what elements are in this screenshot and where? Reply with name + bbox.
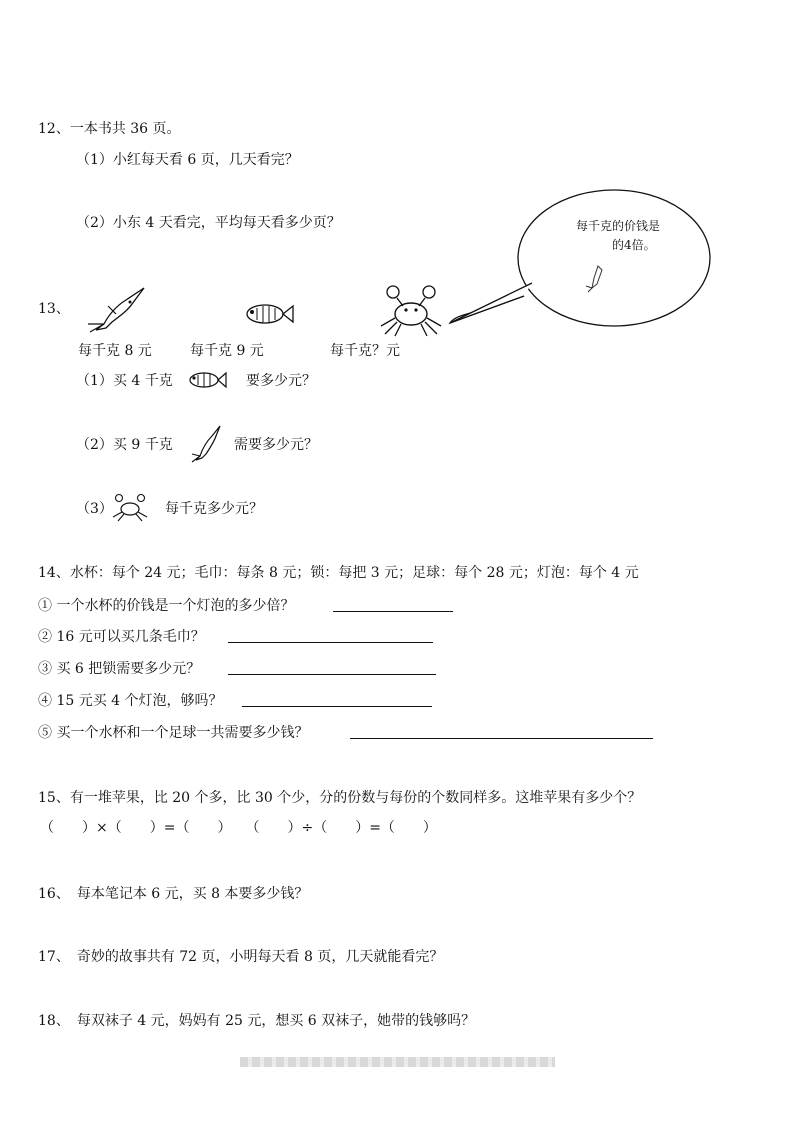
crab-icon [110, 492, 150, 522]
footer-watermark [240, 1057, 555, 1067]
q13-price-swordfish: 每千克 8 元 [78, 343, 152, 359]
q14-item-5: ⑤ 买一个水杯和一个足球一共需要多少钱？ [38, 725, 309, 741]
q12-part1: （1）小红每天看 6 页，几天看完？ [76, 152, 299, 168]
q14-item-1: ① 一个水杯的价钱是一个灯泡的多少倍？ [38, 598, 295, 614]
q18-text: 18、 每双袜子 4 元，妈妈有 25 元，想买 6 双袜子，她带的钱够吗？ [38, 1013, 476, 1029]
q15-title: 15、有一堆苹果，比 20 个多，比 30 个少，分的份数与每份的个数同样多。这堆苹果有多少个？ [38, 790, 642, 806]
q13-part1-b: 要多少元？ [246, 373, 316, 389]
q12-title: 12、一本书共 36 页。 [38, 121, 181, 137]
q15-formula: （ ）×（ ）=（ ） （ ）÷（ ）=（ ） [40, 820, 437, 836]
swordfish-icon [190, 424, 224, 464]
swordfish-icon [86, 286, 150, 336]
crab-icon [375, 282, 447, 338]
answer-line[interactable] [228, 674, 436, 675]
q16-text: 16、 每本笔记本 6 元，买 8 本要多少钱？ [38, 886, 309, 902]
speech-bubble-icon [440, 188, 720, 338]
q13-number: 13、 [38, 301, 70, 317]
q14-item-4: ④ 15 元买 4 个灯泡，够吗？ [38, 693, 223, 709]
q13-part3-a: （3） [76, 501, 113, 517]
fish-icon [243, 298, 295, 330]
fish-icon [186, 366, 228, 394]
q13-part2-b: 需要多少元？ [234, 437, 318, 453]
q13-part3-b: 每千克多少元？ [165, 501, 263, 517]
bubble-line2: 的4倍。 [612, 238, 656, 252]
q13-price-fish: 每千克 9 元 [190, 343, 264, 359]
answer-line[interactable] [333, 611, 453, 612]
q12-part2: （2）小东 4 天看完，平均每天看多少页？ [76, 215, 341, 231]
q13-part2-a: （2）买 9 千克 [76, 437, 173, 453]
q13-part1-a: （1）买 4 千克 [76, 373, 173, 389]
answer-line[interactable] [242, 706, 432, 707]
q17-text: 17、 奇妙的故事共有 72 页，小明每天看 8 页，几天就能看完？ [38, 949, 444, 965]
q13-price-crab: 每千克？元 [330, 343, 400, 359]
q14-item-3: ③ 买 6 把锁需要多少元？ [38, 661, 201, 677]
q14-title: 14、水杯：每个 24 元；毛巾：每条 8 元；锁：每把 3 元；足球：每个 28 元；灯泡：每个 4 元 [38, 565, 639, 581]
bubble-line1: 每千克的价钱是 [576, 219, 661, 233]
answer-line[interactable] [228, 642, 433, 643]
answer-line[interactable] [350, 738, 653, 739]
q14-item-2: ② 16 元可以买几条毛巾？ [38, 629, 205, 645]
